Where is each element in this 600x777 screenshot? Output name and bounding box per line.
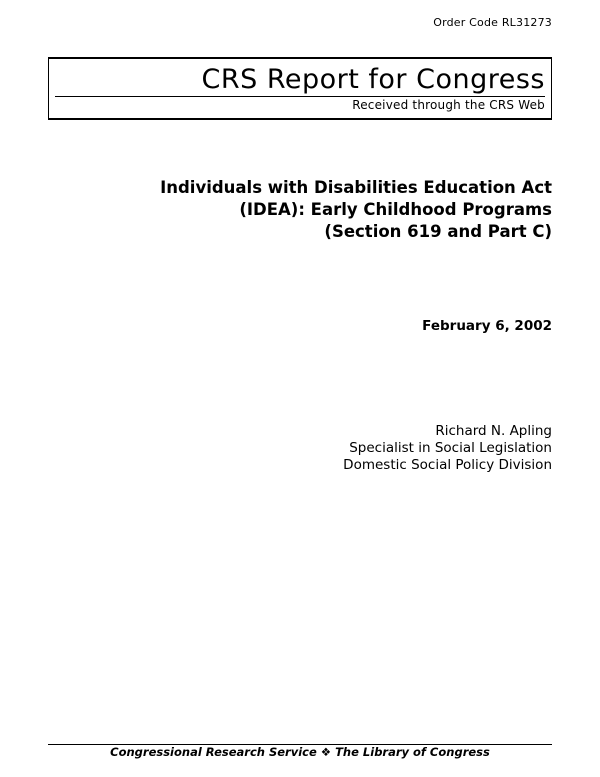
masthead-subtitle: Received through the CRS Web bbox=[352, 98, 545, 112]
report-title-line: Individuals with Disabilities Education Act bbox=[160, 178, 552, 197]
report-title bbox=[160, 177, 552, 243]
masthead-divider bbox=[55, 96, 545, 97]
masthead-box bbox=[48, 57, 552, 120]
report-title-line: (Section 619 and Part C) bbox=[324, 222, 552, 241]
author-block bbox=[343, 423, 552, 474]
masthead-title: CRS Report for Congress bbox=[201, 64, 545, 95]
order-code: Order Code RL31273 bbox=[433, 16, 552, 29]
report-date: February 6, 2002 bbox=[422, 318, 552, 334]
author-division: Domestic Social Policy Division bbox=[343, 457, 552, 473]
author-name: Richard N. Apling bbox=[435, 423, 552, 439]
report-title-line: (IDEA): Early Childhood Programs bbox=[239, 200, 552, 219]
author-position: Specialist in Social Legislation bbox=[349, 440, 552, 456]
footer-text: Congressional Research Service ❖ The Library of Congress bbox=[110, 745, 490, 759]
